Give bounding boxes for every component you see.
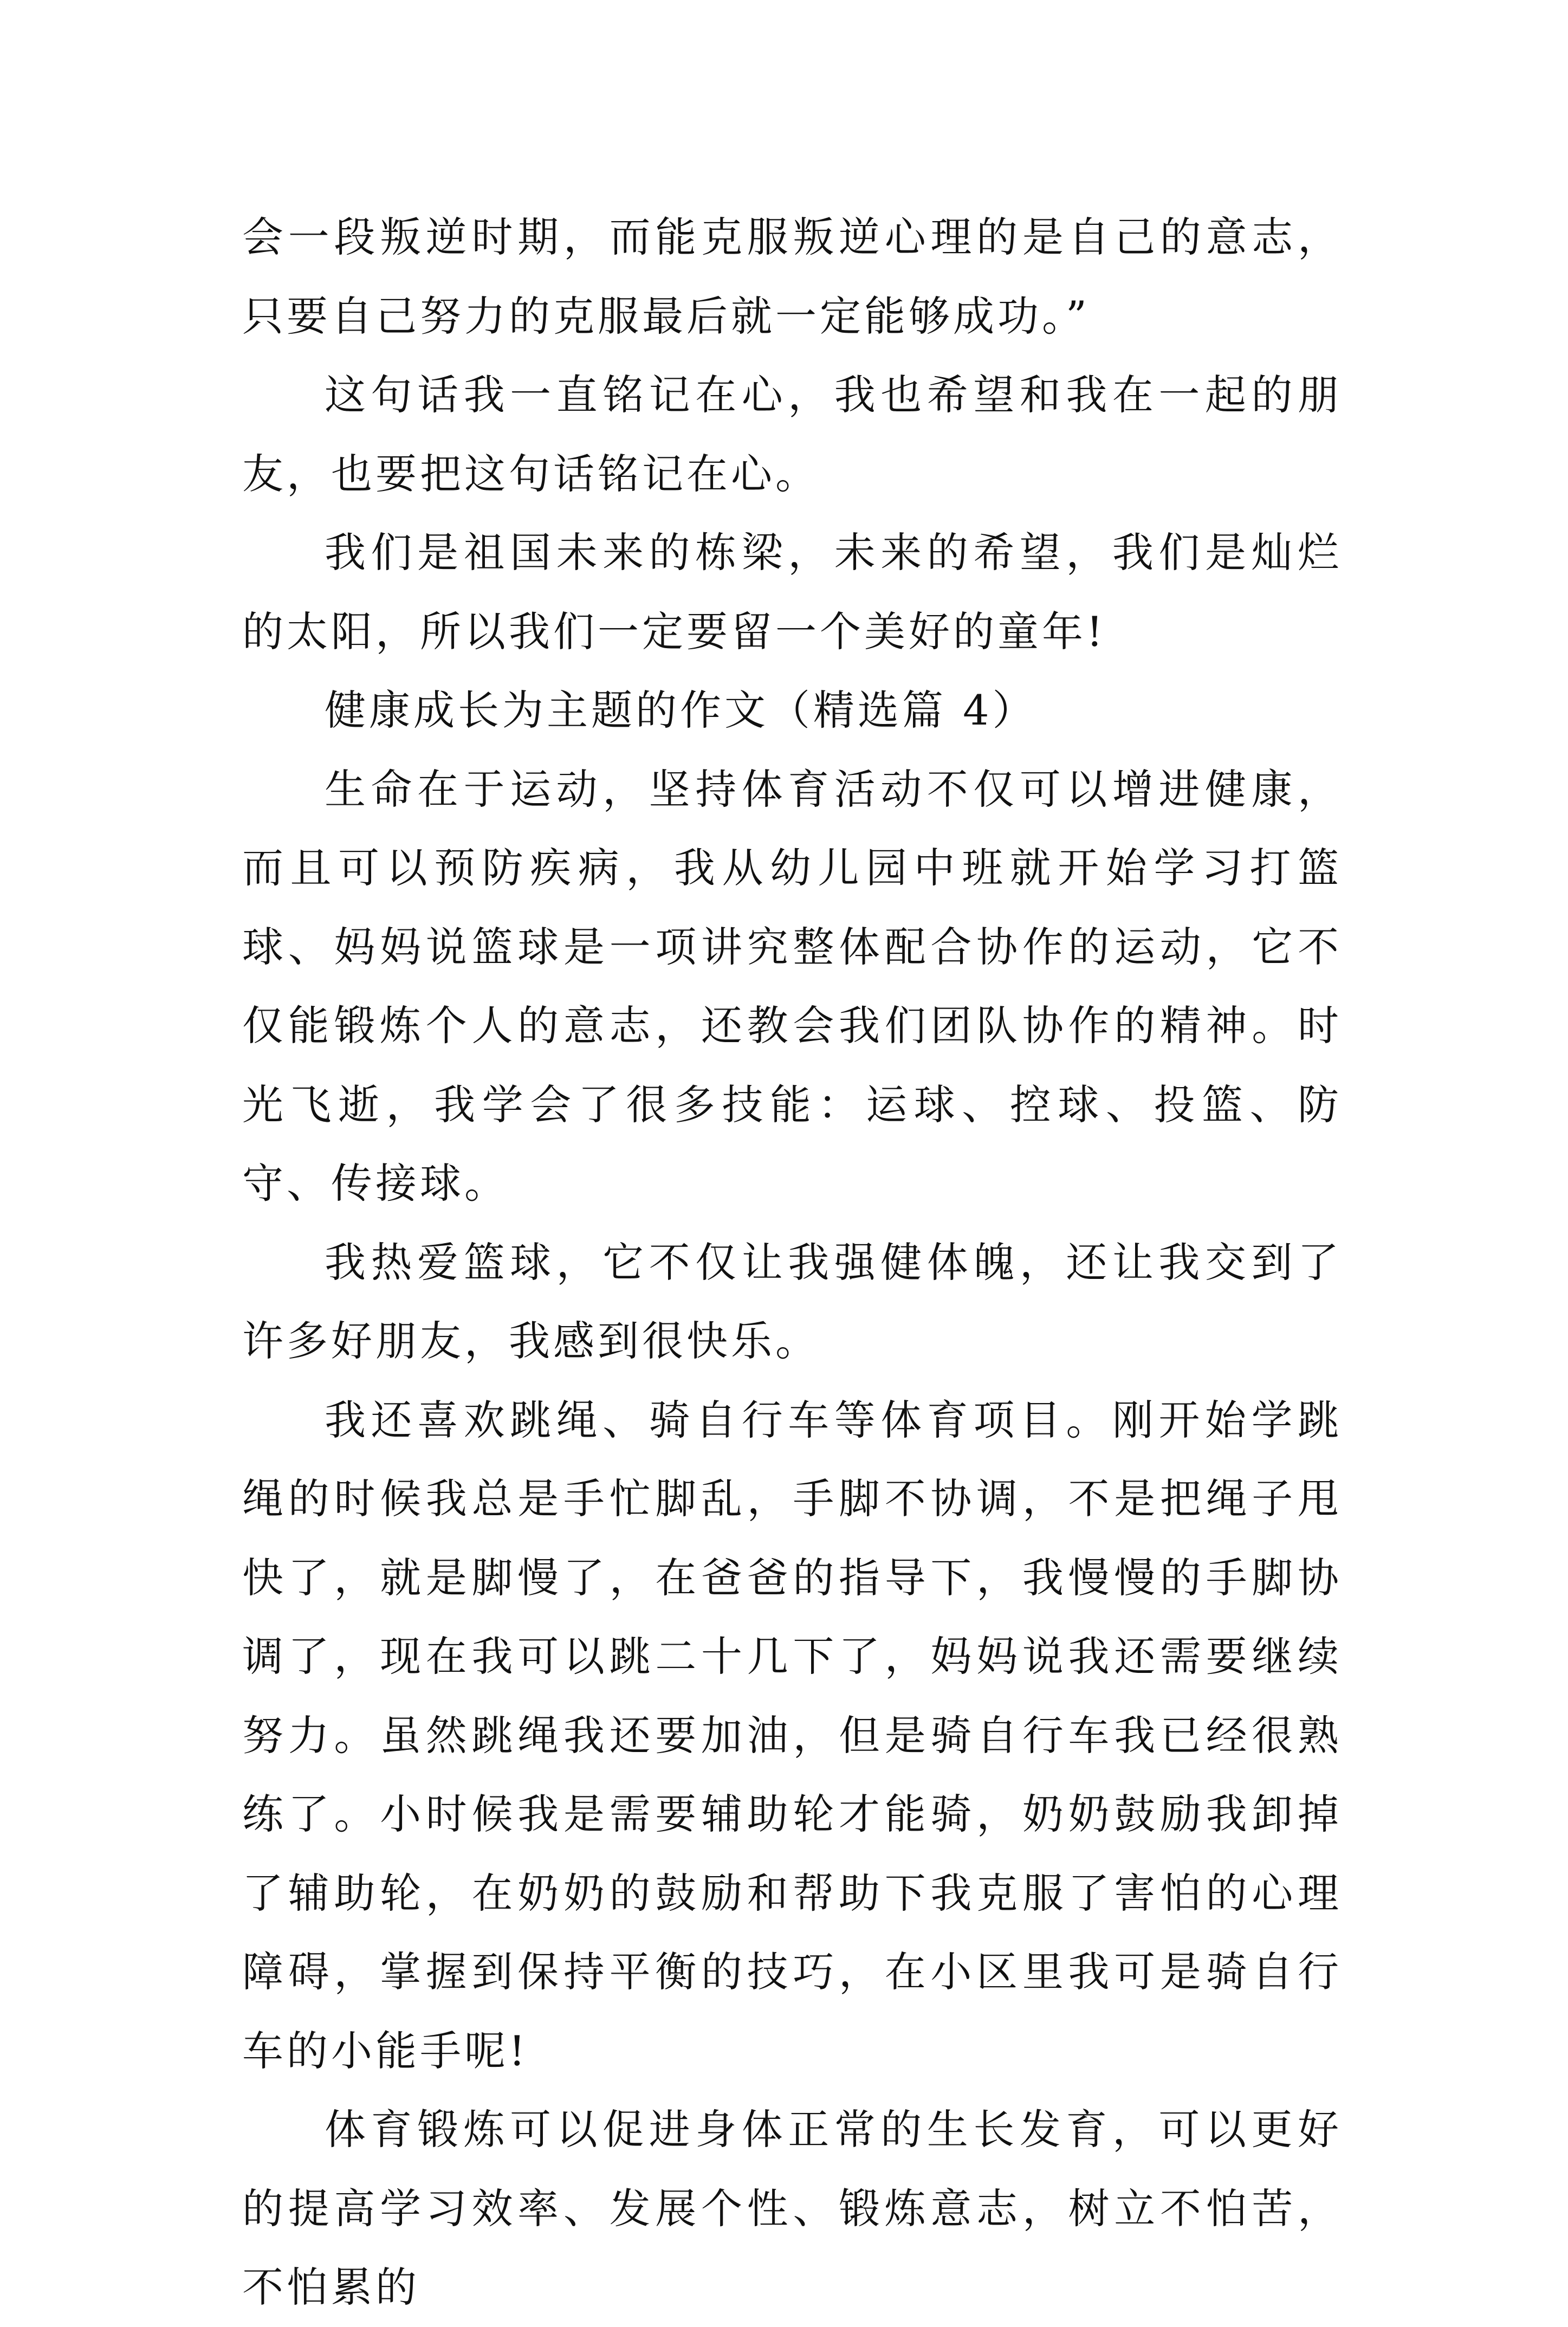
document-body <box>242 198 1342 2327</box>
paragraph: 我还喜欢跳绳、骑自行车等体育项目。刚开始学跳绳的时候我总是手忙脚乱，手脚不协调，不是把绳子甩快了，就是脚慢了，在爸爸的指导下，我慢慢的手脚协调了，现在我可以跳二十几下了，妈妈说我还需要继续努力。虽然跳绳我还要加油，但是骑自行车我已经很熟练了。小时候我是需要辅助轮才能骑，奶奶鼓励我卸掉了辅助轮，在奶奶的鼓励和帮助下我克服了害怕的心理障碍，掌握到保持平衡的技巧，在小区里我可是骑自行车的小能手呢! <box>242 1395 1342 2075</box>
paragraph: 这句话我一直铭记在心，我也希望和我在一起的朋友，也要把这句话铭记在心。 <box>242 371 1342 498</box>
paragraph: 我们是祖国未来的栋梁，未来的希望，我们是灿烂的太阳，所以我们一定要留一个美好的童年! <box>242 528 1342 656</box>
paragraph: 生命在于运动，坚持体育活动不仅可以增进健康，而且可以预防疾病，我从幼儿园中班就开始学习打篮球、妈妈说篮球是一项讲究整体配合协作的运动，它不仅能锻炼个人的意志，还教会我们团队协作的精神。时光飞逝，我学会了很多技能：运球、控球、投篮、防守、传接球。 <box>242 765 1342 1207</box>
paragraph: 体育锻炼可以促进身体正常的生长发育，可以更好的提高学习效率、发展个性、锻炼意志，树立不怕苦，不怕累的 <box>242 2105 1342 2311</box>
paragraph: 我热爱篮球，它不仅让我强健体魄，还让我交到了许多好朋友，我感到很快乐。 <box>242 1238 1342 1365</box>
paragraph: 会一段叛逆时期，而能克服叛逆心理的是自己的意志，只要自己努力的克服最后就一定能够成功。” <box>242 213 1342 340</box>
section-heading: 健康成长为主题的作文（精选篇 4） <box>325 686 1037 734</box>
